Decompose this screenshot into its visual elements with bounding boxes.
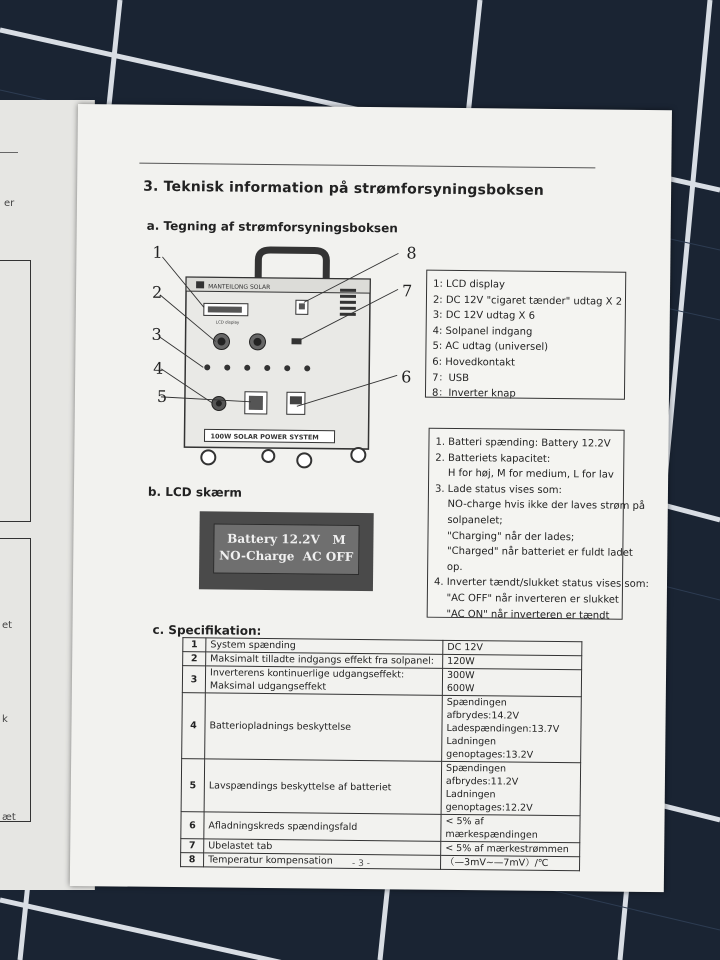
- spec-row-value: [443, 654, 582, 669]
- spec-description-line: Inverterens kontinuerlige udgangseffekt:: [209, 667, 405, 681]
- spec-row-number: 8: [181, 853, 204, 867]
- lcd-note-line: 2. Batteriets kapacitet:: [435, 452, 551, 465]
- device-lcd-label: LCD display: [215, 319, 240, 325]
- lcd-note-line: 3. Lade status vises som:: [434, 483, 562, 496]
- spec-value-line: DC 12V: [447, 641, 483, 654]
- left-page-text: er: [4, 198, 15, 209]
- power-box-drawing: [144, 242, 426, 478]
- drawing-heading: a. Tegning af strømforsyningsboksen: [146, 218, 398, 236]
- spec-row-number: 4: [182, 693, 206, 759]
- spec-row-description: [205, 666, 442, 695]
- spec-description-line: Afladningskreds spændingsfald: [208, 819, 358, 833]
- spec-description-line: Batteriopladnings beskyttelse: [209, 720, 352, 733]
- callout-number: 6: [401, 367, 412, 387]
- spec-description-line: Ubelastet tab: [208, 840, 273, 853]
- spec-row: [182, 666, 581, 697]
- legend-item: 3: DC 12V udtag X 6: [432, 309, 536, 322]
- lcd-line-1: Battery 12.2V M: [227, 531, 346, 547]
- spec-row-value: [441, 841, 580, 856]
- legend-item: 1: LCD display: [433, 278, 506, 291]
- legend-item: 5: AC udtag (universel): [432, 341, 549, 354]
- spec-description-line: Maksimalt tilladte indgangs effekt fra solpanel:: [210, 653, 434, 667]
- spec-value-line: Ladningen genoptages:12.2V: [445, 788, 533, 814]
- spec-table: [180, 637, 582, 871]
- lcd-note-line: H for høj, M for medium, L for lav: [435, 467, 614, 481]
- lcd-note-line: "Charging" når der lades;: [434, 530, 575, 543]
- device-panel-label: 100W SOLAR POWER SYSTEM: [210, 432, 319, 442]
- spec-row-number: 1: [183, 638, 206, 652]
- section-title: 3. Teknisk information på strømforsyningsboksen: [143, 178, 545, 199]
- left-page-text: et: [2, 620, 13, 631]
- callout-number: 5: [156, 386, 168, 406]
- page-number: - 3 -: [352, 858, 371, 870]
- spec-row-value: [442, 668, 581, 696]
- lcd-heading: b. LCD skærm: [147, 484, 243, 500]
- lcd-note-line: solpanelet;: [434, 514, 503, 527]
- spec-row-number: 2: [183, 652, 206, 666]
- spec-row-number: 3: [182, 666, 205, 693]
- spec-row-number: 6: [181, 812, 204, 839]
- spec-value-line: < 5% af mærkespændingen: [445, 815, 538, 841]
- spec-value-line: Spændingen afbrydes:14.2V: [446, 696, 520, 722]
- spec-value-line: < 5% af mærkestrømmen: [445, 842, 569, 856]
- spec-value-line: Spændingen afbrydes:11.2V: [445, 762, 519, 788]
- lcd-screen: [213, 523, 360, 575]
- header-rule: [139, 163, 595, 169]
- spec-description-line: System spænding: [210, 639, 296, 652]
- spec-value-line: 600W: [446, 682, 475, 695]
- callout-number: 2: [151, 282, 163, 302]
- lcd-notes-box: [427, 428, 649, 622]
- spec-value-line: （—3mV~—7mV）/℃: [445, 856, 549, 869]
- spec-row-description: [205, 693, 443, 761]
- spec-row-value: [441, 814, 580, 842]
- spec-value-line: Ladningen genoptages:13.2V: [446, 735, 534, 761]
- lcd-note-line: op.: [434, 561, 463, 573]
- spec-value-line: Ladespændingen:13.7V: [446, 722, 560, 736]
- spec-description-line: Maksimal udgangseffekt: [209, 680, 327, 693]
- legend-item: 4: Solpanel indgang: [432, 325, 533, 338]
- callout-number: 7: [401, 281, 413, 301]
- lcd-screen-illustration: [199, 511, 374, 591]
- spec-row-value: [441, 855, 580, 870]
- legend-item: 7：USB: [432, 372, 470, 384]
- lcd-line-2: NO-Charge AC OFF: [219, 548, 354, 564]
- legend-item: 2: DC 12V "cigaret tænder" udtag X 2: [432, 294, 623, 308]
- callout-number: 1: [152, 242, 163, 262]
- spec-row: [181, 812, 580, 843]
- spec-heading: c. Specifikation:: [152, 622, 262, 638]
- lcd-note-line: "AC ON" når inverteren er tændt: [433, 608, 610, 622]
- spec-row-description: [204, 853, 441, 869]
- callout-number: 8: [406, 243, 417, 263]
- lcd-note-line: "Charged" når batteriet er fuldt ladet: [434, 545, 633, 559]
- spec-row-value: [443, 640, 582, 655]
- spec-row-number: 7: [181, 839, 204, 853]
- left-page-text: k: [2, 714, 8, 725]
- brand-label: MANTEILONG SOLAR: [208, 283, 271, 292]
- callout-number: 3: [151, 324, 162, 344]
- callout-number: 4: [153, 358, 164, 378]
- spec-description-line: Lavspændings beskyttelse af batteriet: [208, 779, 392, 793]
- spec-row-value: [441, 761, 581, 815]
- left-page-table: [0, 260, 31, 522]
- spec-value-line: 300W: [446, 669, 475, 682]
- lcd-note-line: 1. Batteri spænding: Battery 12.2V: [435, 436, 611, 450]
- spec-row-value: [442, 695, 582, 762]
- left-page-text: æt: [2, 812, 16, 823]
- legend-item: 6: Hovedkontakt: [432, 356, 515, 369]
- spec-row-description: [204, 812, 441, 841]
- lcd-note-line: "AC OFF" når inverteren er slukket: [433, 592, 619, 606]
- device-wheels: [201, 446, 365, 468]
- spec-description-line: Temperatur kompensation: [208, 854, 333, 867]
- spec-value-line: 120W: [447, 655, 475, 668]
- manual-page: [70, 104, 672, 892]
- spec-row: [181, 759, 581, 816]
- lcd-note-line: 4. Inverter tændt/slukket status vises som:: [433, 577, 649, 591]
- spec-row-description: [204, 759, 442, 814]
- legend-box: [425, 270, 626, 400]
- carry-handle: [258, 250, 326, 279]
- legend-item: 8：Inverter knap: [431, 387, 516, 400]
- spec-row-number: 5: [181, 759, 205, 812]
- lcd-note-line: NO-charge hvis ikke der laves strøm på: [434, 499, 646, 513]
- spec-row: [182, 693, 582, 763]
- left-page-table: [0, 538, 31, 822]
